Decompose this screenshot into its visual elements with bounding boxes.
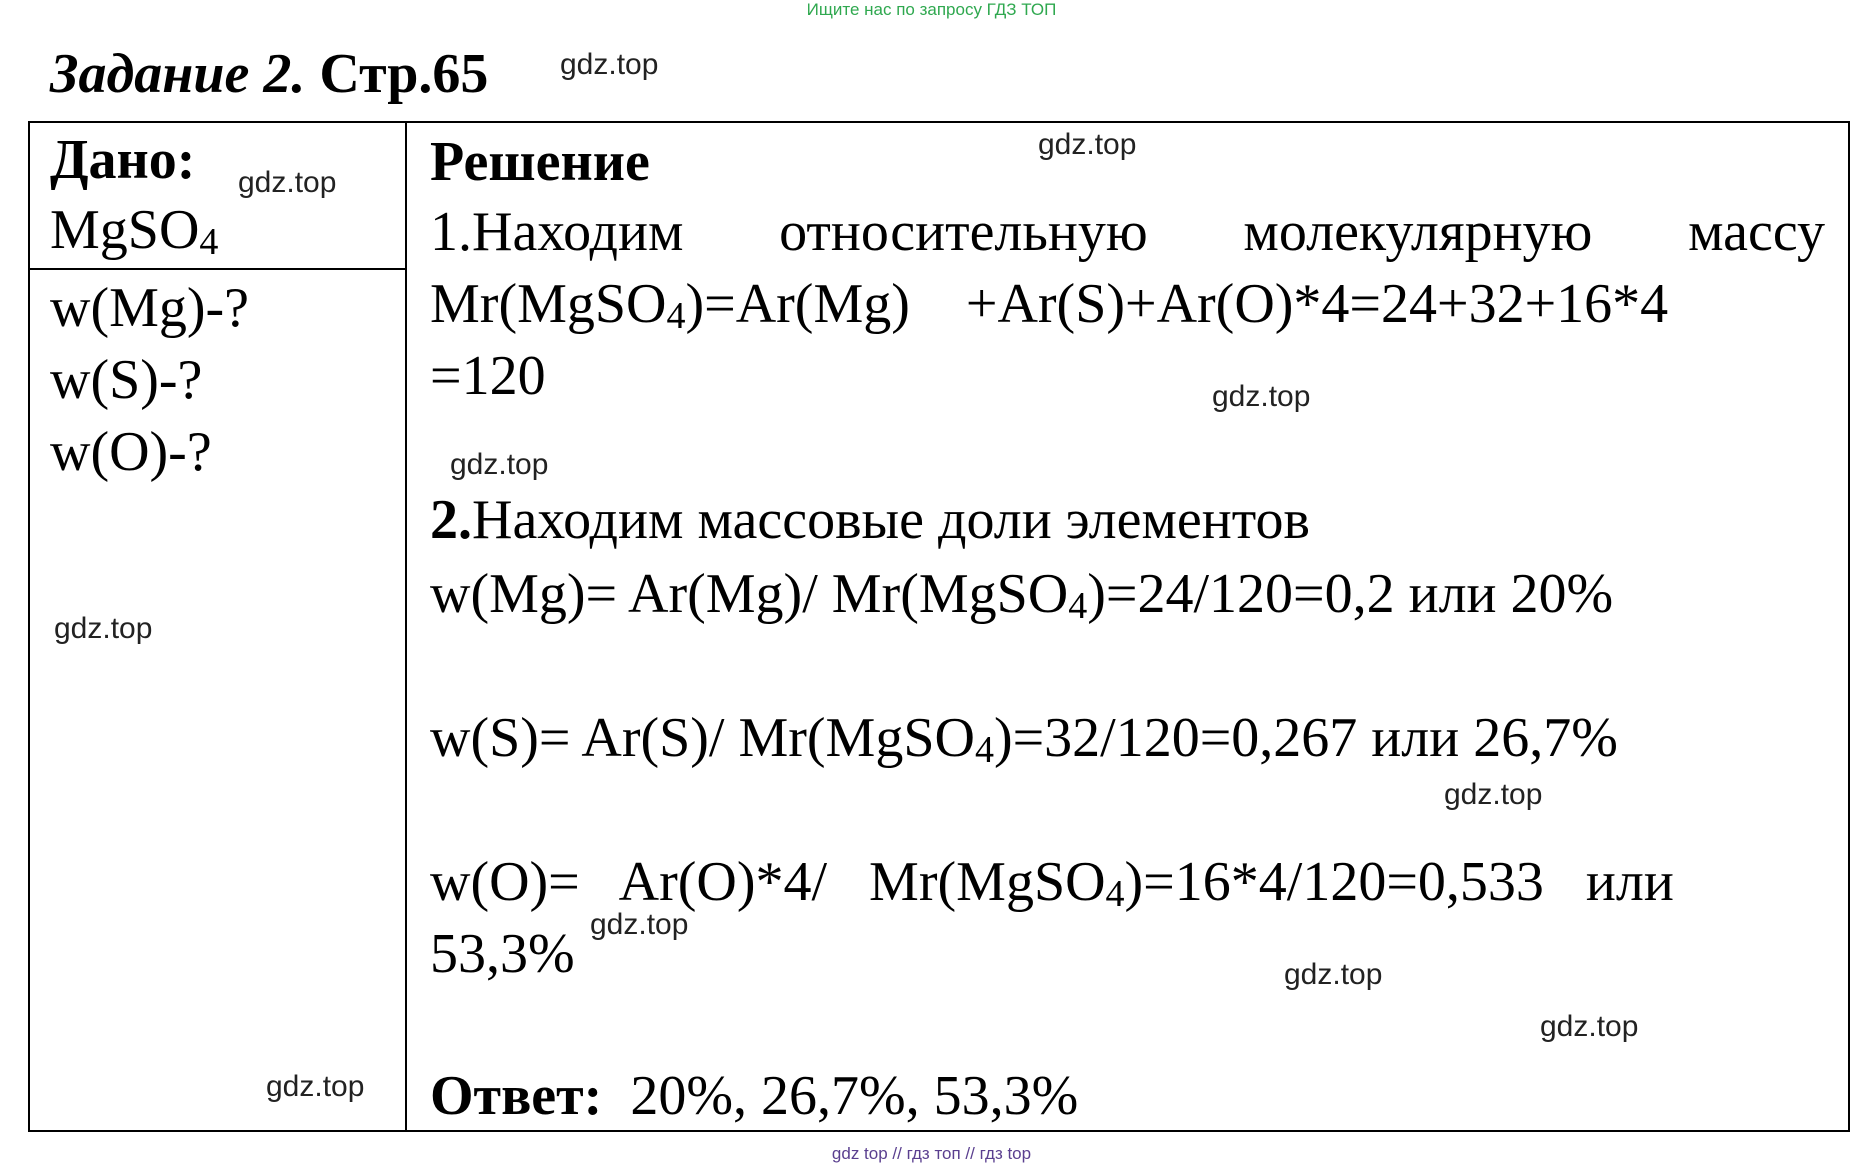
formula-subscript: 4 (974, 729, 994, 771)
page-number: Стр.65 (319, 43, 489, 105)
formula-subscript: 4 (1068, 585, 1088, 627)
page-title (50, 42, 488, 106)
formula-part: )=32/120=0,267 или 26,7% (993, 707, 1618, 769)
watermark: gdz.top (1038, 128, 1137, 161)
step1-title-text: 1.Находим относительную молекулярную массу (430, 201, 1825, 263)
step1-result: =120 (430, 345, 546, 407)
answer-label: Ответ: (430, 1065, 603, 1127)
given-divider (28, 268, 407, 270)
substance-subscript: 4 (199, 221, 219, 263)
formula-part: )=24/120=0,2 или 20% (1087, 563, 1614, 625)
given-substance (50, 198, 218, 262)
mass-fraction-s (430, 706, 1618, 770)
watermark: gdz.top (450, 448, 549, 481)
formula-subscript: 4 (666, 295, 686, 337)
step2-title-text: Находим массовые доли элементов (472, 489, 1310, 551)
find-item: w(Mg)-? (50, 277, 250, 339)
formula-part: Mr(MgSO (430, 273, 667, 335)
column-divider (405, 121, 407, 1132)
formula-part: w(O)= Ar(O)*4/ Mr(MgSO (430, 851, 1106, 913)
answer-value: 20%, 26,7%, 53,3% (630, 1065, 1079, 1127)
watermark: gdz.top (1284, 958, 1383, 991)
formula-part: )=Ar(Mg) +Ar(S)+Ar(O)*4=24+32+16*4 (685, 273, 1669, 335)
solution-heading: Решение (430, 131, 650, 193)
mass-fraction-o-line2: 53,3% (430, 923, 575, 985)
watermark: gdz.top (238, 166, 337, 199)
given-heading: Дано: (50, 129, 196, 191)
find-item: w(S)-? (50, 349, 203, 411)
top-banner: Ищите нас по запросу ГДЗ ТОП (806, 0, 1057, 19)
substance-main: MgSO (50, 199, 200, 261)
watermark: gdz.top (54, 612, 153, 645)
watermark: gdz.top (590, 908, 689, 941)
watermark: gdz.top (1444, 778, 1543, 811)
step2-number: 2. (430, 489, 472, 551)
footer: gdz top // гдз топ // гдз top (831, 1144, 1032, 1163)
watermark: gdz.top (266, 1070, 365, 1103)
step1-formula (430, 272, 1668, 336)
formula-part: w(Mg)= Ar(Mg)/ Mr(MgSO (430, 563, 1069, 625)
answer (430, 1064, 1078, 1128)
step2-title (430, 488, 1310, 552)
mass-fraction-mg (430, 562, 1613, 626)
mass-fraction-o (430, 850, 1674, 914)
formula-part: w(S)= Ar(S)/ Mr(MgSO (430, 707, 975, 769)
watermark: gdz.top (1540, 1010, 1639, 1043)
watermark: gdz.top (1212, 380, 1311, 413)
task-label: Задание 2. (50, 43, 306, 105)
formula-part: )=16*4/120=0,533 или (1124, 851, 1674, 913)
find-item: w(O)-? (50, 421, 212, 483)
formula-subscript: 4 (1105, 873, 1125, 915)
step1-title (430, 200, 1825, 264)
watermark: gdz.top (560, 48, 659, 81)
